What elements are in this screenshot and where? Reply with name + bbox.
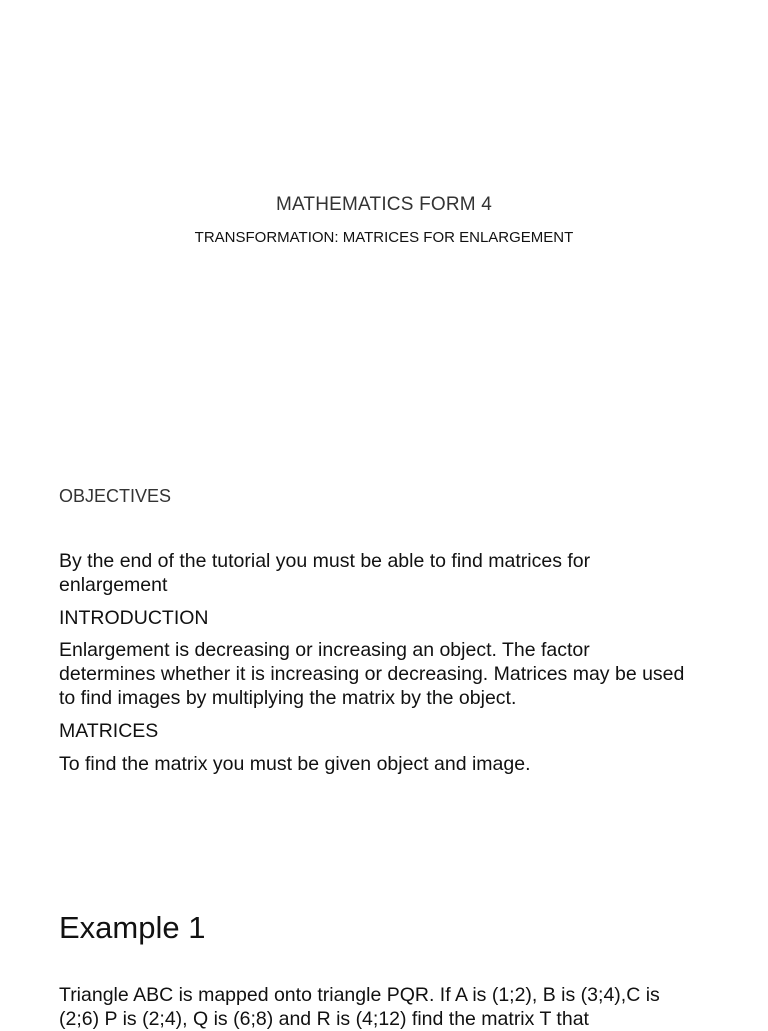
objectives-heading: OBJECTIVES	[59, 486, 172, 506]
introduction-text: Enlargement is decreasing or increasing an object. The factor determines whether it is increasing or decreasing. Matrices may be used to find images by multiplying the matrix by the object.	[59, 639, 685, 709]
objectives-text: By the end of the tutorial you must be able to find matrices for enlargement	[59, 550, 591, 596]
example-text: Triangle ABC is mapped onto triangle PQR. If A is (1;2), B is (3;4),C is (2;6) P is (2;4), Q is (6;8) and R is (4;12) find the matrix T that	[59, 984, 660, 1030]
document-subtitle: TRANSFORMATION: MATRICES FOR ENLARGEMENT	[194, 229, 574, 246]
introduction-heading: INTRODUCTION	[59, 607, 209, 629]
example-heading: Example 1	[59, 910, 206, 945]
matrices-text: To find the matrix you must be given object and image.	[59, 753, 531, 775]
document-title: MATHEMATICS FORM 4	[275, 194, 493, 215]
matrices-heading: MATRICES	[59, 720, 159, 742]
